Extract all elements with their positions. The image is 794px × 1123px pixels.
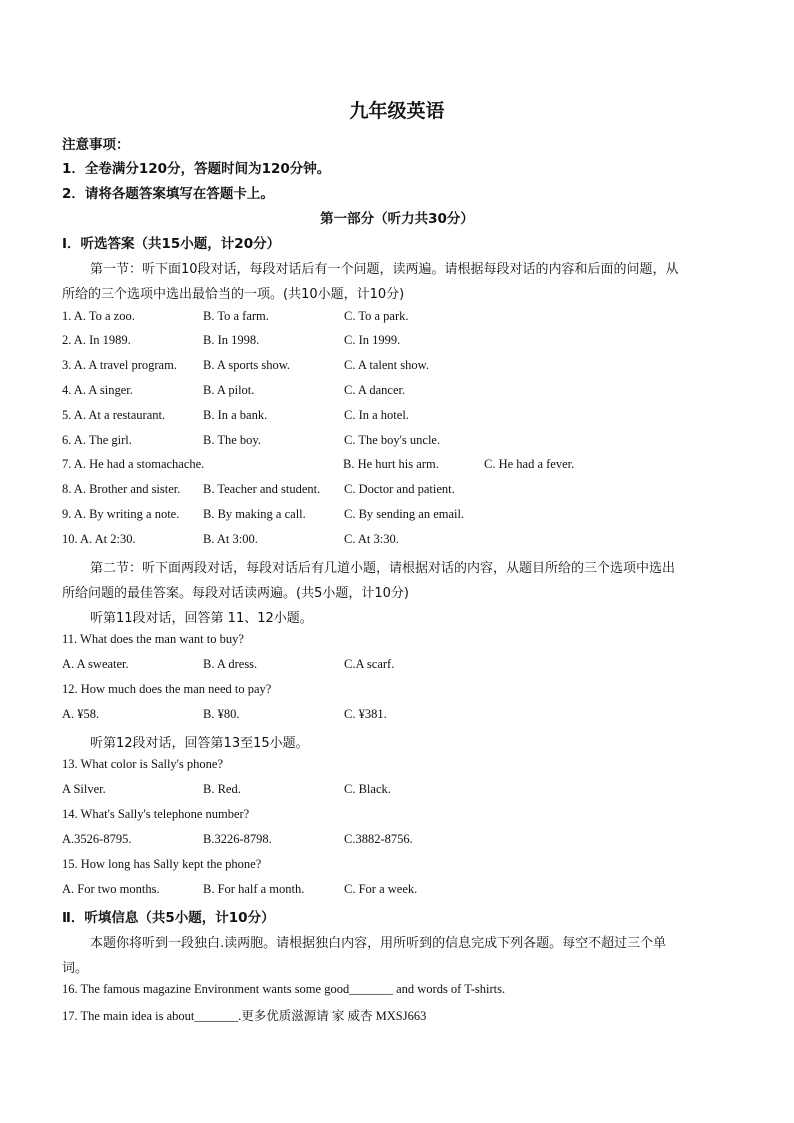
section1-intro1-line2: 所给的三个选项中选出最恰当的一项。(共10小题，计10分) [62,287,405,302]
option-a: A.3526-8795. [62,832,132,846]
dialog-11-instruction: 听第11段对话，回答第 11、12小题。 [90,611,313,626]
section1-intro1-line1: 第一节：听下面10段对话，每段对话后有一个问题，读两遍。请根据每段对话的内容和后面的问题，从 [90,262,679,277]
option-c: C.3882-8756. [344,832,413,846]
option-a: A. For two months. [62,882,160,896]
option-a: 6. A. The girl. [62,433,132,447]
question-14: 14. What's Sally's telephone number? [62,807,250,821]
option-c: C. To a park. [344,309,409,323]
section2-intro-line1: 本题你将听到一段独白.读两胞。请根据独白内容，用所听到的信息完成下列各题。每空不超过三个单 [90,936,667,951]
option-c: C. At 3:30. [344,532,399,546]
option-b: B. He hurt his arm. [343,457,439,471]
notice-item-1: 1．全卷满分120分，答题时间为120分钟。 [62,161,331,177]
option-a: A. A sweater. [62,657,129,671]
section1-heading: Ⅰ．听选答案（共15小题，计20分） [62,236,281,252]
option-b: B. Teacher and student. [203,482,321,496]
part1-heading: 第一部分（听力共30分） [320,211,474,227]
option-b: B. At 3:00. [203,532,258,546]
section2-heading: Ⅱ．听填信息（共5小题，计10分） [62,910,275,926]
option-b: B. To a farm. [203,309,269,323]
option-a: A Silver. [62,782,106,796]
option-b: B.3226-8798. [203,832,272,846]
page-title: 九年级英语 [349,100,445,122]
option-c: C. He had a fever. [484,457,575,471]
question-13: 13. What color is Sally's phone? [62,757,224,771]
option-b: B. A sports show. [203,358,291,372]
option-b: B. A pilot. [203,383,255,397]
question-12: 12. How much does the man need to pay? [62,682,272,696]
option-c: C. By sending an email. [344,507,465,521]
notice-item-2: 2．请将各题答案填写在答题卡上。 [62,186,274,202]
option-a: 9. A. By writing a note. [62,507,180,521]
section2-intro-line2: 词。 [62,961,89,976]
option-c: C. ¥381. [344,707,387,721]
option-c: C.A scarf. [344,657,395,671]
option-a: 7. A. He had a stomachache. [62,457,205,471]
option-a: 10. A. At 2:30. [62,532,136,546]
option-b: B. In 1998. [203,333,260,347]
option-b: B. Red. [203,782,241,796]
option-a: 4. A. A singer. [62,383,133,397]
dialog-12-instruction: 听第12段对话，回答第13至15小题。 [90,736,309,751]
option-a: 8. A. Brother and sister. [62,482,181,496]
question-11: 11. What does the man want to buy? [62,632,244,646]
option-c: C. For a week. [344,882,418,896]
notice-heading: 注意事项： [62,137,130,153]
option-c: C. A dancer. [344,383,406,397]
option-c: C. A talent show. [344,358,429,372]
option-c: C. In a hotel. [344,408,409,422]
option-a: 3. A. A travel program. [62,358,177,372]
question-15: 15. How long has Sally kept the phone? [62,857,262,871]
option-b: B. A dress. [203,657,258,671]
section1-intro2-line1: 第二节：听下面两段对话，每段对话后有几道小题，请根据对话的内容，从题目所给的三个选项中选出 [90,561,676,576]
option-b: B. In a bank. [203,408,268,422]
section1-intro2-line2: 所给问题的最佳答案。每段对话读两遍。(共5小题，计10分) [62,586,409,601]
option-c: C. The boy's uncle. [344,433,441,447]
question-16: 16. The famous magazine Environment wants some good_______ and words of T-shirts. [62,982,506,996]
option-b: B. By making a call. [203,507,306,521]
option-a: 2. A. In 1989. [62,333,131,347]
option-a: 5. A. At a restaurant. [62,408,166,422]
option-c: C. Black. [344,782,391,796]
option-b: B. The boy. [203,433,261,447]
option-a: A. ¥58. [62,707,100,721]
option-b: B. For half a month. [203,882,305,896]
option-c: C. Doctor and patient. [344,482,455,496]
option-c: C. In 1999. [344,333,401,347]
option-b: B. ¥80. [203,707,240,721]
question-17: 17. The main idea is about_______.更多优质滋源请 家 威杏 MXSJ663 [62,1009,427,1023]
option-a: 1. A. To a zoo. [62,309,135,323]
